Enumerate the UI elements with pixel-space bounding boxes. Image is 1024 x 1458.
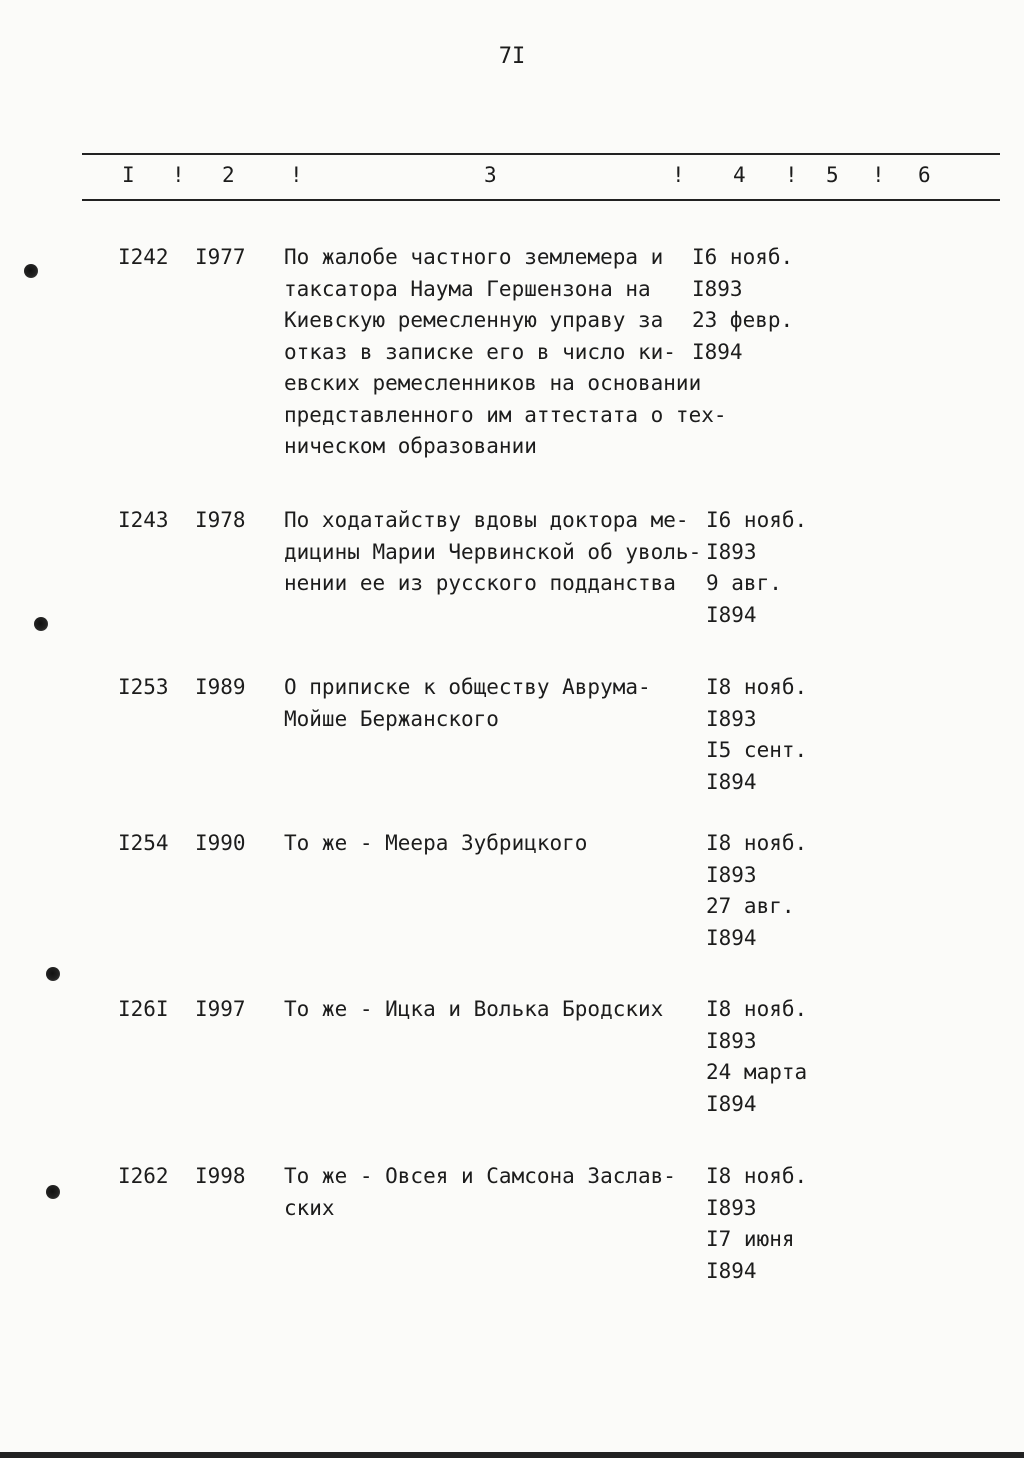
description-line: То же - Ицка и Волька Бродских: [284, 997, 664, 1021]
header-col-6: 6: [918, 163, 931, 187]
header-separator: !: [785, 163, 798, 187]
header-col-3: 3: [484, 163, 497, 187]
date-line: I8 нояб.: [706, 831, 808, 855]
row-description: [284, 672, 704, 735]
header-col-5: 5: [826, 163, 839, 187]
file-number: I998: [195, 1164, 246, 1188]
description-line: Мойше Бержанского: [284, 706, 499, 731]
description-line: По ходатайству вдовы доктора ме-: [284, 508, 689, 532]
table-header: [0, 163, 1024, 189]
header-col-1: I: [122, 163, 135, 187]
date-line: I893: [706, 1195, 757, 1220]
date-line: I894: [706, 602, 757, 627]
row-dates: [706, 994, 846, 1120]
scan-edge: [0, 1452, 1024, 1458]
date-line: I8 нояб.: [706, 997, 808, 1021]
row-number: I242: [118, 245, 169, 269]
row-description: [284, 994, 704, 1026]
date-line: I893: [706, 706, 757, 731]
date-line: I894: [706, 769, 757, 794]
date-line: I6 нояб.: [706, 508, 808, 532]
file-number: I990: [195, 831, 246, 855]
description-line: То же - Меера Зубрицкого: [284, 831, 588, 855]
row-description: [284, 828, 704, 860]
date-line: I6 нояб.: [692, 245, 794, 269]
date-line: I893: [706, 539, 757, 564]
header-separator: !: [672, 163, 685, 187]
row-number: I254: [118, 831, 169, 855]
header-separator: !: [172, 163, 185, 187]
date-line: I893: [692, 276, 743, 301]
date-line: I8 нояб.: [706, 675, 808, 699]
row-description: [284, 505, 704, 600]
description-line: ническом образовании: [284, 434, 537, 458]
date-line: I894: [706, 925, 757, 950]
date-line: I893: [706, 862, 757, 887]
date-line: I894: [706, 1258, 757, 1283]
punch-hole-icon: [46, 967, 60, 981]
row-dates: [706, 672, 846, 798]
row-description: [284, 1161, 704, 1224]
description-line: евских ремесленников на основании: [284, 371, 702, 395]
row-number: I243: [118, 508, 169, 532]
date-line: 23 февр.: [692, 308, 794, 332]
description-line: По жалобе частного землемера и: [284, 245, 664, 269]
file-number: I978: [195, 508, 246, 532]
description-line: отказ в записке его в число ки-: [284, 339, 676, 364]
row-dates: [706, 828, 846, 954]
row-dates: [692, 242, 832, 368]
row-number: I253: [118, 675, 169, 699]
punch-hole-icon: [46, 1185, 60, 1199]
header-col-4: 4: [733, 163, 746, 187]
description-line: Киевскую ремесленную управу за: [284, 308, 664, 332]
description-line: То же - Овсея и Самсона Заслав-: [284, 1164, 676, 1188]
date-line: 24 марта: [706, 1060, 808, 1084]
description-line: представленного им аттестата о тех-: [284, 402, 727, 427]
date-line: 27 авг.: [706, 894, 795, 918]
date-line: 9 авг.: [706, 571, 782, 595]
file-number: I997: [195, 997, 246, 1021]
header-separator: !: [872, 163, 885, 187]
table-rule-bottom: [82, 199, 1000, 201]
punch-hole-icon: [34, 617, 48, 631]
date-line: I8 нояб.: [706, 1164, 808, 1188]
description-line: О приписке к обществу Аврума-: [284, 675, 651, 699]
file-number: I989: [195, 675, 246, 699]
date-line: I5 сент.: [706, 738, 808, 762]
date-line: I893: [706, 1028, 757, 1053]
date-line: I894: [692, 339, 743, 364]
header-col-2: 2: [222, 163, 235, 187]
file-number: I977: [195, 245, 246, 269]
header-separator: !: [290, 163, 303, 187]
description-line: ских: [284, 1195, 335, 1220]
description-line: дицины Марии Червинской об уволь-: [284, 539, 702, 564]
description-line: нении ее из русского подданства: [284, 571, 676, 595]
page-number: 7I: [498, 44, 526, 69]
row-number: I26I: [118, 997, 169, 1021]
date-line: I7 июня: [706, 1227, 795, 1251]
row-number: I262: [118, 1164, 169, 1188]
punch-hole-icon: [24, 264, 38, 278]
table-rule-top: [82, 153, 1000, 155]
description-line: таксатора Наума Гершензона на: [284, 276, 651, 301]
row-dates: [706, 505, 846, 631]
row-dates: [706, 1161, 846, 1287]
date-line: I894: [706, 1091, 757, 1116]
